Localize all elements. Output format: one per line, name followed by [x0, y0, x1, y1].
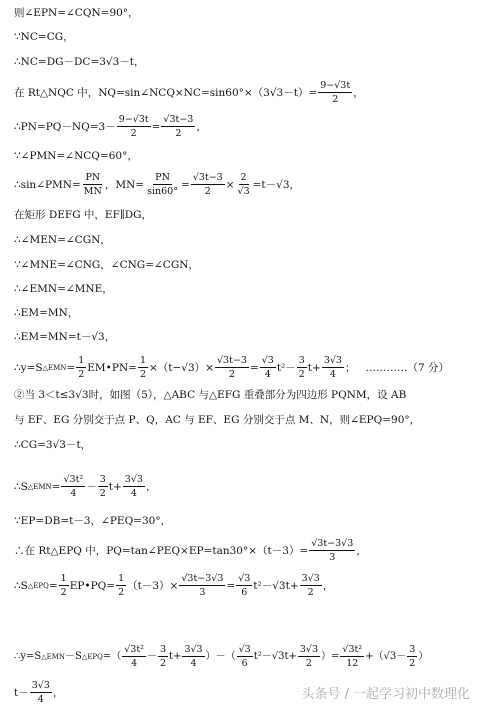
fraction: $\frac{3√3}{2}$ [301, 573, 320, 598]
solution-line: ∵NC=CG， [14, 31, 74, 43]
fraction: $\frac{3√3}{4}$ [323, 355, 342, 380]
fraction: $\frac{1}{2}$ [118, 573, 125, 598]
solution-line: 在 Rt△NQC 中，NQ=sin∠NCQ×NC=sin60°×（3√3－t）= $\frac{9-√3t}{2}$ ， [14, 80, 364, 105]
fraction: $\frac{9-√3t}{2}$ [118, 114, 149, 139]
fraction: $\frac{√3t-3}{2}$ [163, 114, 194, 139]
solution-line: ∴∠MEN=∠CGN， [14, 234, 111, 246]
fraction: $\frac{3}{2}$ [409, 644, 416, 669]
solution-line: ∵∠PMN=∠NCQ=60°， [14, 150, 138, 162]
fraction: $\frac{1}{2}$ [60, 573, 67, 598]
fraction: $\frac{√3t-3}{2}$ [192, 172, 223, 197]
score-note: …………（7 分） [365, 361, 450, 374]
solution-line: ∴CG=3√3－t， [14, 439, 92, 451]
fraction: $\frac{3√3}{4}$ [31, 680, 50, 705]
fraction: $\frac{√3}{6}$ [238, 644, 251, 669]
solution-line: ∴EM=MN， [14, 307, 79, 319]
fraction: $\frac{\text{√3t²}}{4}$ [124, 644, 144, 669]
watermark: 头条号 / 一起学习初中数理化 [301, 687, 470, 702]
solution-line: ∴S △EPQ = $\frac{1}{2}$ EP•PQ= $\frac{1}{2}$ （t－3）× $\frac{√3t-3√3}{3}$ = $\frac{√3}{6}$ t²－√3t+ $\frac{3√3}{2}$ ， [14, 573, 334, 598]
fraction: $\frac{3√3}{2}$ [299, 644, 319, 669]
solution-line: 在矩形 DEFG 中，EF∥DG， [14, 209, 153, 221]
solution-line: ∵∠MNE=∠CNG，∠CNG=∠CGN， [14, 259, 199, 271]
solution-line: ∴sin∠PMN= $\frac{PN}{MN}$ ，MN= $\frac{PN}{\sin 60^\circ}$ = $\frac{√3t-3}{2}$ × $\frac{2}{√3}$ =t－√3， [14, 172, 301, 197]
solution-line: 与 EF、EG 分别交于点 P、Q，AC 与 EF、EG 分别交于点 M、N，则∠EPQ=90°， [14, 414, 421, 426]
solution-line: ∵EP=DB=t－3，∠PEQ=30°， [14, 515, 172, 527]
fraction: $\frac{√3}{4}$ [261, 355, 274, 380]
fraction: $\frac{3}{2}$ [159, 644, 167, 669]
fraction: $\frac{PN}{\sin 60^\circ}$ [147, 172, 178, 197]
fraction: $\frac{3√3}{4}$ [124, 474, 143, 499]
solution-line: ∴NC=DG－DC=3√3－t， [14, 56, 145, 68]
solution-line: ∴S △EMN = $\frac{\text{√3t²}}{4}$ － $\frac{3}{2}$ t+ $\frac{3√3}{4}$ ， [14, 474, 157, 499]
solution-line: ∴PN=PQ－NQ=3－ $\frac{9-√3t}{2}$ = $\frac{√3t-3}{2}$ ， [14, 114, 207, 139]
fraction: $\frac{PN}{MN}$ [83, 172, 102, 197]
fraction: $\frac{1}{2}$ [78, 355, 85, 380]
fraction: $\frac{3}{2}$ [99, 474, 106, 499]
solution-line: ∴y=S △EMN = $\frac{1}{2}$ EM•PN= $\frac{1}{2}$ ×（t−√3）× $\frac{√3t-3}{2}$ = $\frac{√3}{4}$ t²－ $\frac{3}{2}$ t+ $\frac{3√3}{4}$ ； …………（7 分） [14, 355, 450, 380]
solution-line: t－ $\frac{3√3}{4}$ ， [14, 680, 64, 705]
fraction: $\frac{1}{2}$ [139, 355, 146, 380]
fraction: $\frac{√3t-3√3}{3}$ [311, 538, 354, 563]
fraction: $\frac{√3}{6}$ [238, 573, 251, 598]
solution-line: ∴在 Rt△EPQ 中，PQ=tan∠PEQ×EP=tan30°×（t－3）= $\frac{√3t-3√3}{3}$ ， [14, 538, 367, 563]
fraction: $\frac{3√3}{4}$ [184, 644, 203, 669]
solution-line: ∴EM=MN=t－√3， [14, 331, 116, 343]
solution-line: ∴y=S △EMN －S △EPQ =（ $\frac{\text{√3t²}}{4}$ － $\frac{3}{2}$ t+ $\frac{3√3}{4}$ ）－（ $\frac{√3}{6}$ t²－√3t+ $\frac{3√3}{2}$ ）= $\frac{\text{√3t²}}{12}$ +（√3－ $\frac{3}{2}$ ） [14, 644, 429, 669]
fraction: $\frac{\text{√3t²}}{4}$ [63, 474, 84, 499]
solution-line: 则∠EPN=∠CQN=90°， [14, 7, 139, 19]
fraction: $\frac{2}{√3}$ [237, 172, 250, 197]
fraction: $\frac{√3t-3}{2}$ [216, 355, 247, 380]
solution-line: ∴∠EMN=∠MNE， [14, 283, 113, 295]
fraction: $\frac{\text{√3t²}}{12}$ [342, 644, 363, 669]
fraction: $\frac{3}{2}$ [298, 355, 305, 380]
fraction: $\frac{9-√3t}{2}$ [320, 80, 351, 105]
fraction: $\frac{√3t-3√3}{3}$ [181, 573, 224, 598]
solution-line: ②当 3＜t≤3√3时，如图（5），△ABC 与△EFG 重叠部分为四边形 PQNM，设 AB [14, 389, 407, 401]
